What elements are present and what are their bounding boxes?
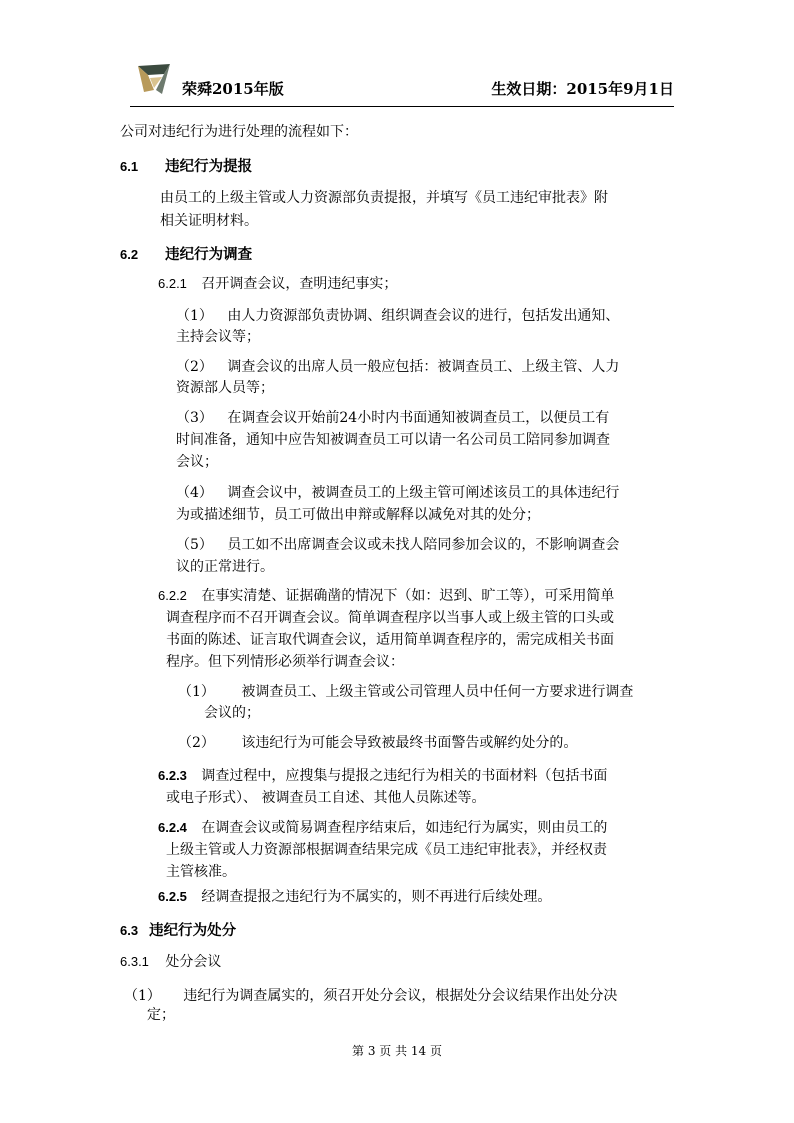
section-6-3-heading — [120, 919, 236, 940]
header-divider — [130, 106, 674, 107]
paragraph-line: 书面的陈述、证言取代调查会议，适用简单调查程序的，需完成相关书面 — [166, 632, 614, 648]
paragraph-line: 程序。但下列情形必须举行调查会议： — [166, 654, 404, 670]
item-text: 被调查员工、上级主管或公司管理人员中任何一方要求进行调查 — [241, 684, 634, 700]
item-number: （2） — [176, 359, 213, 375]
item-text: 员工如不出席调查会议或未找人陪同参加会议的，不影响调查会 — [227, 537, 620, 553]
item-text: 该违纪行为可能会导致被最终书面警告或解约处分的。 — [241, 735, 578, 751]
list-item-continuation: 时间准备，通知中应告知被调查员工可以请一名公司员工陪同参加调查 — [176, 432, 610, 448]
intro-text: 公司对违纪行为进行处理的流程如下： — [120, 124, 358, 140]
subsection-6-2-5 — [158, 885, 551, 909]
list-item — [176, 406, 609, 430]
subsection-text: 在事实清楚、证据确凿的情况下（如：迟到、旷工等），可采用简单 — [201, 588, 615, 604]
list-item-continuation: 议的正常进行。 — [176, 559, 274, 575]
subsection-text: 调查过程中，应搜集与提报之违纪行为相关的书面材料（包括书面 — [201, 768, 608, 784]
list-item — [124, 984, 617, 1008]
item-text: 调查会议的出席人员一般应包括：被调查员工、上级主管、人力 — [227, 359, 620, 375]
company-logo-icon — [134, 60, 174, 98]
subsection-text: 在调查会议或简易调查程序结束后，如违纪行为属实，则由员工的 — [201, 820, 608, 836]
section-number: 6.1 — [120, 159, 139, 174]
subsection-text: 召开调查会议，查明违纪事实； — [201, 276, 398, 292]
list-item-continuation: 为或描述细节，员工可做出申辩或解释以减免对其的处分； — [176, 507, 540, 523]
paragraph-line: 或电子形式）、 被调查员工自述、其他人员陈述等。 — [166, 790, 486, 806]
subsection-6-2-4 — [158, 816, 607, 840]
list-item — [176, 481, 619, 505]
subsection-text: 经调查提报之违纪行为不属实的，则不再进行后续处理。 — [201, 889, 552, 905]
subsection-number: 6.2.5 — [158, 889, 187, 904]
item-text: 在调查会议开始前24小时内书面通知被调查员工，以便员工有 — [227, 410, 610, 426]
subsection-6-2-2 — [158, 584, 614, 608]
list-item-continuation: 资源部人员等； — [176, 380, 274, 396]
subsection-number: 6.2.2 — [158, 588, 187, 603]
item-number: （5） — [176, 537, 213, 553]
subsection-number: 6.2.4 — [158, 820, 187, 835]
section-title: 违纪行为提报 — [165, 158, 253, 175]
item-number: （2） — [178, 735, 215, 751]
list-item-continuation: 定； — [147, 1007, 175, 1023]
subsection-6-2-1 — [158, 272, 397, 296]
item-number: （1） — [176, 308, 213, 324]
item-text: 由人力资源部负责协调、组织调查会议的进行，包括发出通知、 — [227, 308, 620, 324]
subsection-6-2-3 — [158, 764, 607, 788]
subsection-number: 6.3.1 — [120, 954, 149, 969]
section-6-1-heading — [120, 155, 252, 176]
subsection-6-3-1 — [120, 950, 221, 974]
list-item — [178, 731, 577, 755]
section-number: 6.3 — [120, 923, 139, 938]
item-text: 调查会议中，被调查员工的上级主管可阐述该员工的具体违纪行 — [227, 485, 620, 501]
item-text: 违纪行为调查属实的，须召开处分会议，根据处分会议结果作出处分决 — [183, 988, 618, 1004]
header-edition: 荣舜2015年版 — [182, 80, 284, 98]
subsection-text: 处分会议 — [165, 954, 222, 970]
section-title: 违纪行为调查 — [165, 246, 253, 263]
header-effective-date: 生效日期：2015年9月1日 — [491, 80, 674, 98]
paragraph-line: 相关证明材料。 — [160, 213, 258, 229]
section-number: 6.2 — [120, 247, 139, 262]
item-number: （3） — [176, 410, 213, 426]
list-item-continuation: 会议； — [176, 454, 218, 470]
list-item-continuation: 会议的； — [204, 705, 260, 721]
paragraph-line: 调查程序而不召开调查会议。简单调查程序以当事人或上级主管的口头或 — [166, 610, 614, 626]
list-item-continuation: 主持会议等； — [176, 329, 260, 345]
item-number: （1） — [178, 684, 215, 700]
page-footer: 第 3 页 共 14 页 — [352, 1044, 442, 1058]
paragraph-line: 由员工的上级主管或人力资源部负责提报，并填写《员工违纪审批表》附 — [160, 190, 608, 206]
section-title: 违纪行为处分 — [149, 922, 237, 939]
subsection-number: 6.2.3 — [158, 768, 187, 783]
list-item — [176, 533, 619, 557]
paragraph-line: 上级主管或人力资源部根据调查结果完成《员工违纪审批表》，并经权责 — [166, 842, 607, 858]
page-header — [130, 60, 674, 108]
item-number: （1） — [124, 988, 161, 1004]
subsection-number: 6.2.1 — [158, 276, 187, 291]
item-number: （4） — [176, 485, 213, 501]
section-6-2-heading — [120, 243, 252, 264]
paragraph-line: 主管核准。 — [166, 864, 236, 880]
